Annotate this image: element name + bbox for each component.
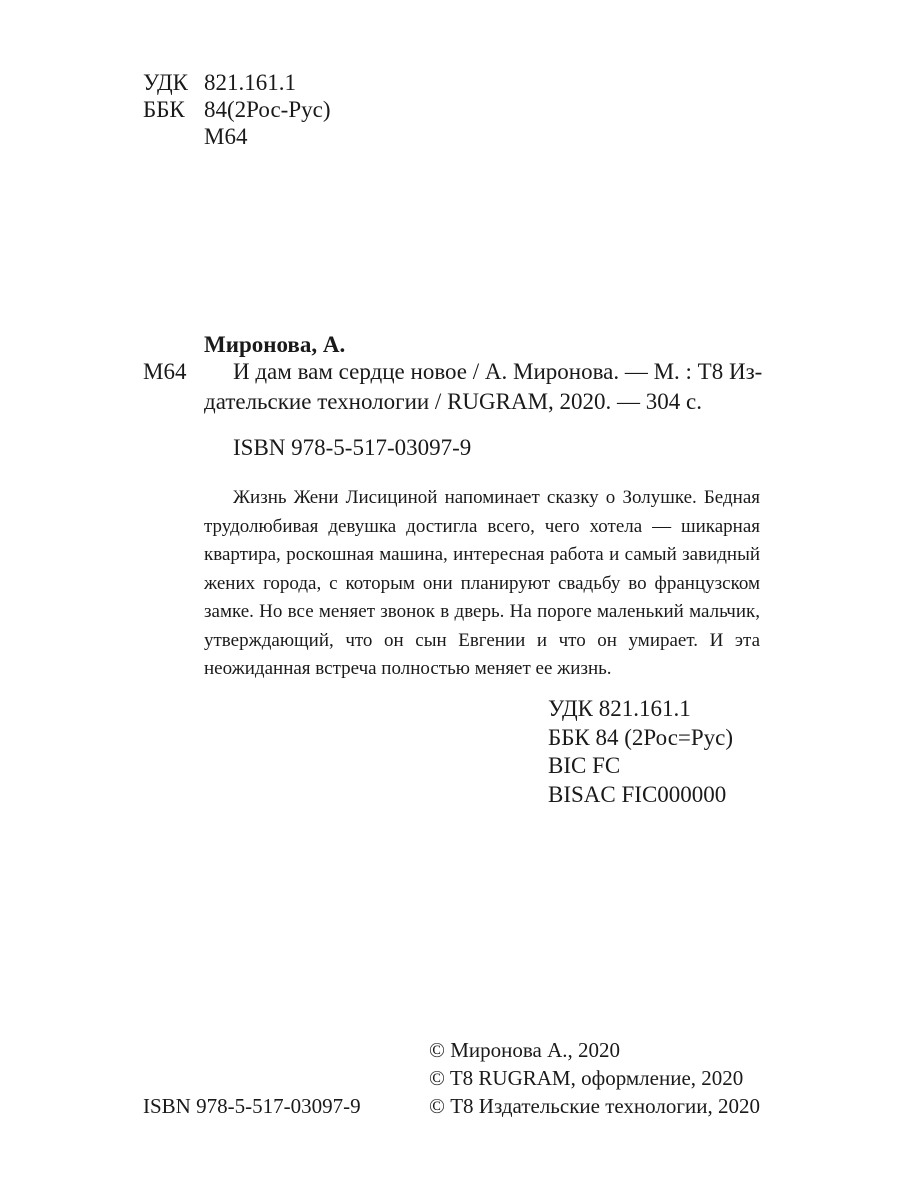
copyright-design: © T8 RUGRAM, оформление, 2020 (429, 1066, 744, 1090)
classification-bisac: BISAC FIC000000 (548, 781, 727, 807)
classification-bbk: ББК 84 (2Рос=Рус) (548, 724, 734, 750)
entry-author-mark: М64 (143, 359, 187, 384)
footer-isbn: ISBN 978-5-517-03097-9 (143, 1094, 361, 1118)
classification-bic: BIC FC (548, 753, 621, 778)
entry-line-2: дательские технологии / RUGRAM, 2020. — 304 с. (204, 389, 702, 414)
entry-line-1: И дам вам сердце новое / А. Миронова. — М. : Т8 Из- (233, 359, 763, 384)
classification-udk: УДК 821.161.1 (548, 696, 691, 721)
udk-value: 821.161.1 (204, 70, 296, 95)
entry-author: Миронова, А. (204, 332, 346, 357)
bbk-value: 84(2Рос-Рус) (204, 97, 331, 122)
classification-block (548, 695, 733, 809)
copyright-publisher: © Т8 Издательские технологии, 2020 (429, 1094, 760, 1118)
author-mark: М64 (204, 124, 248, 149)
bibliographic-entry (204, 357, 764, 417)
entry-isbn: ISBN 978-5-517-03097-9 (233, 435, 472, 460)
bbk-label: ББК (143, 97, 185, 122)
copyright-block (429, 1036, 760, 1120)
annotation-text: Жизнь Жени Лисициной напоминает сказку о Золушке. Бедная трудолюбивая девушка достигла всего, чего хотела — шикарная квартира, роскошная машина, интересная работа и самый завидный жених города, с которым они планируют свадьбу во французском замке. Но все меняет звонок в дверь. На пороге маленький мальчик, утверждающий, что он сын Евгении и что он умирает. И эта неожиданная встреча полностью меняет ее жизнь. (204, 487, 760, 679)
copyright-author: © Миронова А., 2020 (429, 1038, 620, 1062)
udk-label: УДК (143, 70, 188, 95)
